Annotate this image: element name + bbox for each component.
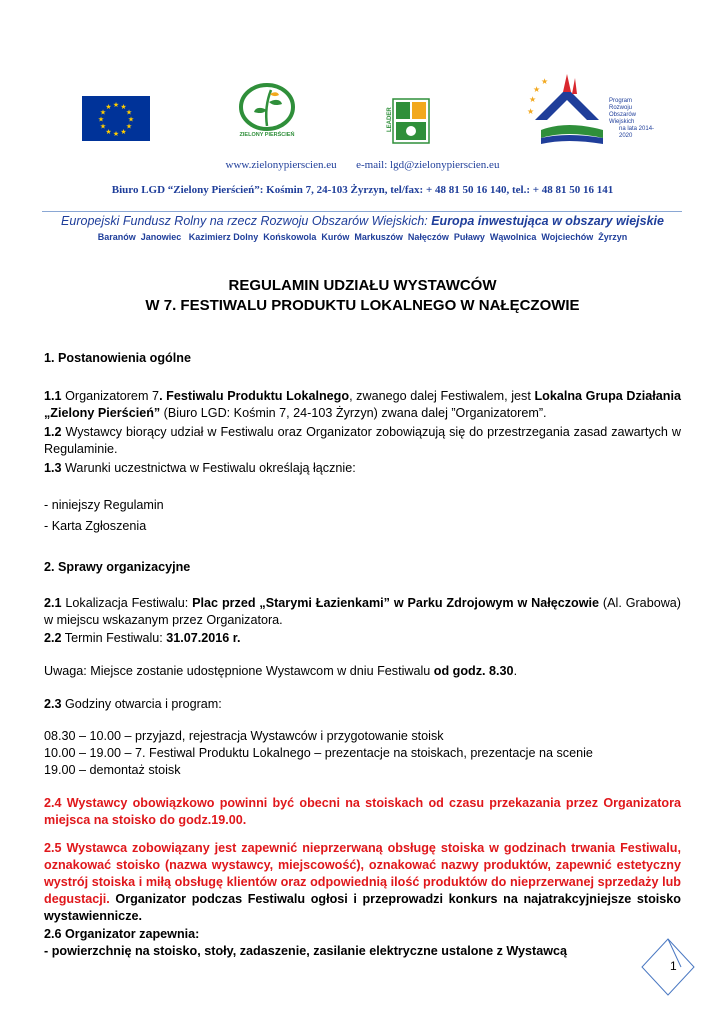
paragraph-2-2 [44,630,681,647]
p21-num: 2.1 [44,596,62,610]
title-line-1: REGULAMIN UDZIAŁU WYSTAWCÓW [228,277,497,294]
schedule-item: 10.00 – 19.00 – 7. Festiwal Produktu Lokalnego – prezentacje na stoiskach, prezentacje na scenie [44,746,593,760]
leader-logo [380,98,430,144]
note-b: od godz. 8.30 [433,664,514,678]
p13-text: Warunki uczestnictwa w Festiwalu określają łącznie: [61,461,356,475]
p21-a: Lokalizacja Festiwalu: [61,596,193,610]
note-paragraph [44,663,681,680]
title-line-2: W 7. FESTIWALU PRODUKTU LOKALNEGO W NAŁĘCZOWIE [145,297,580,314]
paragraph-1-1 [44,388,681,422]
p21-b: Plac przed „Starymi Łazienkami” w Parku Zdrojowym w Nałęczowie [192,596,600,610]
page-number-badge [638,937,698,997]
paragraph-1-3 [44,460,681,477]
note-c: . [513,664,518,678]
paragraph-1-2 [44,424,681,458]
section-1-heading: 1. Postanowienia ogólne [44,351,191,365]
paragraph-2-3 [44,696,681,713]
svg-text:★: ★ [99,108,107,117]
svg-text:★: ★ [105,103,112,111]
email-link[interactable]: e-mail: lgd@zielonypierscien.eu [356,159,500,171]
svg-text:★: ★ [527,107,535,116]
p11-d: Lokalna Grupa Działania „Zielony Pierścień” [44,389,681,420]
svg-text:★: ★ [120,128,127,136]
svg-text:★: ★ [541,77,549,86]
svg-text:★: ★ [533,85,541,94]
list-item: - niniejszy Regulamin [44,498,164,512]
office-address: Biuro LGD “Zielony Pierścień”: Kośmin 7, 24-103 Żyrzyn, tel/fax: + 48 81 50 16 140, tel.: + 48 81 50 16 141 [111,184,614,196]
zielony-logo-label: ZIELONY PIERŚCIEŃ [239,132,295,138]
p25-black: Organizator podczas Festiwalu ogłosi i przeprowadzi konkurs na najatrakcyjniejsze stoisko wystawiennicze. [44,892,681,923]
paragraph-2-5 [44,840,681,925]
p22-b: 31.07.2016 r. [166,631,241,645]
eu-flag-logo [82,96,150,141]
svg-text:★: ★ [529,95,537,104]
svg-text:★: ★ [97,115,105,124]
contact-line [0,159,725,171]
municipalities-list: Baranów Janowiec Kazimierz Dolny Końskowola Kurów Markuszów Nałęczów Puławy Wąwolnica Wojciechów Żyrzyn [97,232,628,242]
document-title [0,276,725,316]
header-divider [42,211,682,212]
p11-c: , zwanego dalej Festiwalem, jest [349,389,535,403]
p11-num: 1.1 [44,389,62,403]
svg-text:★: ★ [125,122,133,131]
p12-text: Wystawcy biorący udział w Festiwalu oraz Organizator zobowiązują się do przestrzegania zasad zawartych w Regulaminie. [44,425,681,456]
leader-logo-label: LEADER [387,107,393,132]
svg-text:★: ★ [112,130,120,138]
svg-text:★: ★ [112,101,120,109]
p22-num: 2.2 [44,631,62,645]
website-link[interactable]: www.zielonypierscien.eu [225,159,337,171]
prow-program-text [609,98,667,140]
page-number: 1 [670,959,677,973]
zielony-pierscien-logo [234,82,300,148]
prow-line: Obszarów [609,112,637,118]
p11-b: . Festiwalu Produktu Lokalnego [159,389,350,403]
p23-text: Godziny otwarcia i program: [61,697,222,711]
paragraph-2-6-item: - powierzchnię na stoisko, stoły, zadaszenie, zasilanie elektryczne ustalone z Wystawcą [44,944,568,958]
p13-num: 1.3 [44,461,62,475]
prow-line: Rozwoju [609,105,633,111]
p23-num: 2.3 [44,697,62,711]
fund-bold: Europa inwestująca w obszary wiejskie [431,214,664,228]
p22-a: Termin Festiwalu: [61,631,167,645]
schedule-item: 08.30 – 10.00 – przyjazd, rejestracja Wystawców i przygotowanie stoisk [44,729,444,743]
svg-text:★: ★ [99,122,107,131]
svg-text:★: ★ [105,128,112,136]
p11-a: Organizatorem 7 [61,389,160,403]
p12-num: 1.2 [44,425,62,439]
section-2-heading: 2. Sprawy organizacyjne [44,560,191,574]
list-item: - Karta Zgłoszenia [44,519,147,533]
paragraph-2-1 [44,595,681,629]
prow-line: Program [609,98,633,104]
fund-prefix: Europejski Fundusz Rolny na rzecz Rozwoju Obszarów Wiejskich: [61,214,432,228]
fund-slogan [0,214,725,228]
svg-text:★: ★ [125,108,133,117]
paragraph-2-4: 2.4 Wystawcy obowiązkowo powinni być obecni na stoiskach od czasu przekazania przez Organizatora miejsca na stoisko do godz.19.00. [44,796,681,827]
schedule-item: 19.00 – demontaż stoisk [44,763,181,777]
p25-red: 2.5 Wystawca zobowiązany jest zapewnić nieprzerwaną obsługę stoiska w godzinach trwania Festiwalu, oznakować stoisko (nazwa wystawcy, miejscowość), oznakować nazwy produktów, zapewnić estetyczny wystrój stoiska i miłą obsługę klientów oraz odpowiednią ilość produktów do nieprzerwanej sprzedaży lub degustacji. [44,841,681,906]
prow-line: na lata 2014-2020 [619,126,655,139]
svg-text:★: ★ [120,103,127,111]
svg-text:★: ★ [127,115,135,124]
prow-line: Wiejskich [609,119,635,125]
prow-program-logo [527,72,667,147]
p21-c: (Al. Grabowa) w miejscu wskazanym przez Organizatora. [44,596,681,627]
p11-e: (Biuro LGD: Kośmin 7, 24-103 Żyrzyn) zwana dalej ”Organizatorem”. [160,406,547,420]
paragraph-2-6-heading: 2.6 Organizator zapewnia: [44,927,200,941]
note-a: Uwaga: Miejsce zostanie udostępnione Wystawcom w dniu Festiwalu [44,664,434,678]
